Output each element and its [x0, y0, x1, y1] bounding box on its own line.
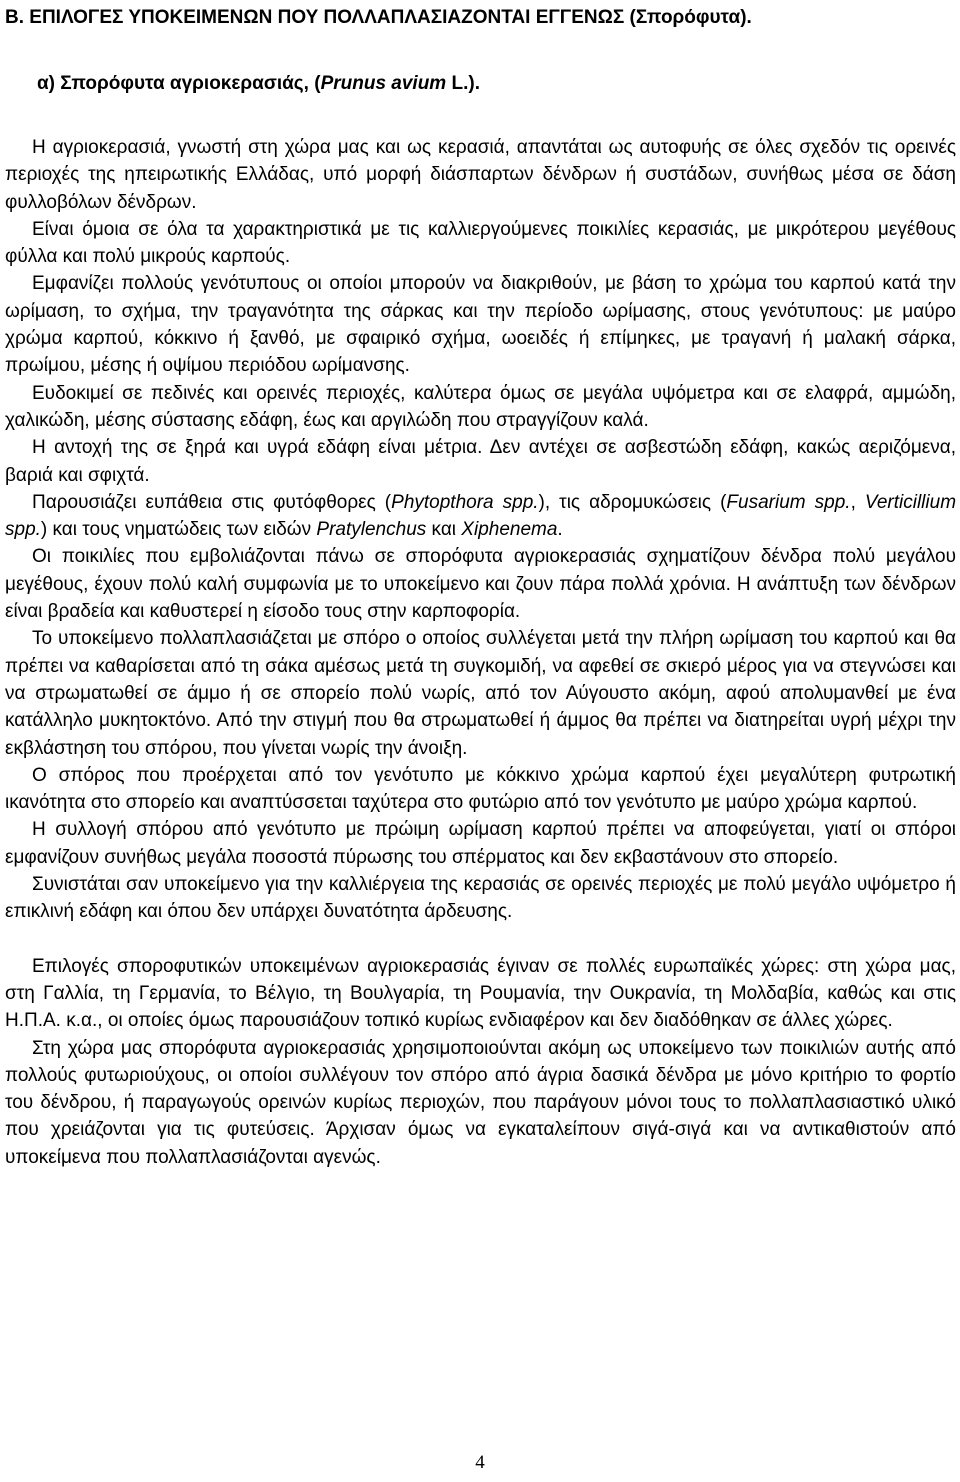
latin-species-name: Prunus avium — [320, 73, 447, 94]
pathogen-name-verticillium: Verticillium spp. — [5, 491, 957, 541]
paragraph-grafted-varieties: Οι ποικιλίες που εμβολιάζονται πάνω σε σπορόφυτα αγριοκερασιάς σχηματίζουν δένδρα πολύ μεγάλου μεγέθους, έχουν πολύ καλή συμφωνία με το υποκείμενο και ζουν πάρα πολλά χρόνια. Η ανάπτυξη των δένδρων είναι βραδεία και καθυστερεί η είσοδο τους στην καρποφορία. — [5, 546, 956, 623]
susceptibility-text-5: και — [426, 519, 462, 541]
paragraph-introduction: Η αγριοκερασιά, γνωστή στη χώρα μας και ως κερασιά, απαντάται ως αυτοφυής σε όλες σχεδόν τις ορεινές περιοχές της ηπειρωτικής Ελλάδας, υπό μορφή διάσπαρτων δένδρων ή συστάδων, συνήθως μέσα σε δάση φυλλοβόλων δένδρων. — [5, 137, 956, 213]
subsection-heading — [37, 72, 480, 95]
body-text — [5, 134, 956, 1171]
paragraph-greek-usage: Στη χώρα μας σπορόφυτα αγριοκερασιάς χρησιμοποιούνται ακόμη ως υποκείμενο των ποικιλιών αυτής από πολλούς φυτωριούχους, οι οποίοι συλλέγουν τον σπόρο από άγρια δασικά δένδρα με μόνο κριτήριο το φορτίο του δένδρου, ή παραγωγούς ορεινών κυρίως περιοχών, που παράγουν μόνοι τους το πολλαπλασιαστικό υλικό που χρειάζονται για τις φυτεύσεις. Άρχισαν όμως να εγκαταλείπουν σιγά-σιγά και να αντικαθιστούν από υποκείμενα που πολλαπλασιάζονται αγενώς. — [5, 1037, 956, 1168]
susceptibility-text-4: ) και τους νηματώδεις των ειδών — [40, 519, 317, 541]
paragraph-tolerance: Η αντοχή της σε ξηρά και υγρά εδάφη είναι μέτρια. Δεν αντέχει σε ασβεστώδη εδάφη, κακώς αεριζόμενα, βαριά και σφιχτά. — [5, 437, 956, 486]
paragraph-recommendation: Συνιστάται σαν υποκείμενο για την καλλιέργεια της κερασιάς σε ορεινές περιοχές με πολύ μεγάλο υψόμετρο ή επικλινή εδάφη και όπου δεν υπάρχει δυνατότητα άρδευσης. — [5, 874, 956, 923]
page-number: 4 — [475, 1452, 485, 1473]
pathogen-name-phytopthora: Phytopthora spp. — [391, 491, 539, 513]
pest-name-xiphenema: Xiphenema — [461, 519, 558, 541]
pathogen-name-fusarium: Fusarium spp. — [726, 491, 851, 513]
susceptibility-text-2: ), τις αδρομυκώσεις ( — [538, 491, 727, 513]
paragraph-genotypes: Εμφανίζει πολλούς γενότυπους οι οποίοι μπορούν να διακριθούν, με βάση το χρώμα του καρπού κατά την ωρίμαση, το σχήμα, την τραγανότητα της σάρκας και την περίοδο ωρίμασης, στους γενότυπους: με μαύρο χρώμα καρπού, κόκκινο ή ξανθό, με σφαιρικό σχήμα, ωοειδές ή επίμηκες, με τραγανή ή μαλακή σάρκα, πρωίμου, μέσης ή οψίμου περιόδου ωρίμανσης. — [5, 273, 956, 377]
paragraph-early-seed-collection: Η συλλογή σπόρου από γενότυπο με πρώιμη ωρίμαση καρπού πρέπει να αποφεύγεται, γιατί οι σπόροι εμφανίζουν συνήθως μεγάλα ποσοστά πύρωσης του σπέρματος και δεν εκβαστάνουν στο σπορείο. — [5, 819, 956, 868]
paragraph-susceptibility — [5, 489, 956, 544]
susceptibility-text-6: . — [557, 519, 563, 541]
susceptibility-text-3: , — [850, 491, 865, 513]
susceptibility-text-1: Παρουσιάζει ευπάθεια στις φυτόφθορες ( — [32, 491, 392, 513]
paragraph-characteristics: Είναι όμοια σε όλα τα χαρακτηριστικά με τις καλλιεργούμενες ποικιλίες κερασιάς, με μικρότερου μεγέθους φύλλα και πολύ μικρούς καρπούς. — [5, 218, 956, 268]
subsection-heading-suffix: L.). — [446, 73, 480, 94]
subsection-heading-prefix: α) Σπορόφυτα αγριοκερασιάς, ( — [37, 73, 321, 94]
paragraph-red-genotype-seed: Ο σπόρος που προέρχεται από τον γενότυπο με κόκκινο χρώμα καρπού έχει μεγαλύτερη φυτρωτική ικανότητα στο σπορείο και αναπτύσσεται ταχύτερα στο φυτώριο από τον γενότυπο με μαύρο χρώμα καρπού. — [5, 764, 956, 814]
paragraph-european-selections: Επιλογές σποροφυτικών υποκειμένων αγριοκερασιάς έγιναν σε πολλές ευρωπαϊκές χώρες: στη χώρα μας, στη Γαλλία, τη Γερμανία, το Βέλγιο, τη Βουλγαρία, τη Ρουμανία, την Ουκρανία, τη Μολδαβία, καθώς και στις Η.Π.Α. κ.α., οι οποίες όμως παρουσιάζουν τοπικό κυρίως ενδιαφέρον και δεν διαδόθηκαν σε άλλες χώρες. — [5, 955, 956, 1032]
pest-name-pratylenchus: Pratylenchus — [316, 519, 427, 541]
paragraph-propagation: Το υποκείμενο πολλαπλασιάζεται με σπόρο ο οποίος συλλέγεται μετά την πλήρη ωρίμαση του καρπού και θα πρέπει να καθαρίσεται από τη σάκα αμέσως μετά τη συγκομιδή, να αφεθεί σε σκιερό μέρος για να στεγνώσει και να στρωματωθεί σε άμμο ή σε σπορείο πολύ νωρίς, από τον Αύγουστο ακόμη, αφού απολυμανθεί με ένα κατάλληλο μυκητοκτόνο. Από την στιγμή που θα στρωματωθεί ή άμμος θα πρέπει να διατηρείται υγρή μέχρι την εκβλάστηση του σπόρου, που γίνεται νωρίς την άνοιξη. — [5, 628, 956, 759]
section-heading: Β. ΕΠΙΛΟΓΕΣ ΥΠΟΚΕΙΜΕΝΩΝ ΠΟΥ ΠΟΛΛΑΠΛΑΣΙΑΖΟΝΤΑΙ ΕΓΓΕΝΩΣ (Σπορόφυτα). — [5, 7, 752, 28]
paragraph-soils: Ευδοκιμεί σε πεδινές και ορεινές περιοχές, καλύτερα όμως σε μεγάλα υψόμετρα και σε ελαφρά, αμμώδη, χαλικώδη, μέσης σύστασης εδάφη, έως και αργιλώδη που στραγγίζουν καλά. — [5, 382, 956, 431]
